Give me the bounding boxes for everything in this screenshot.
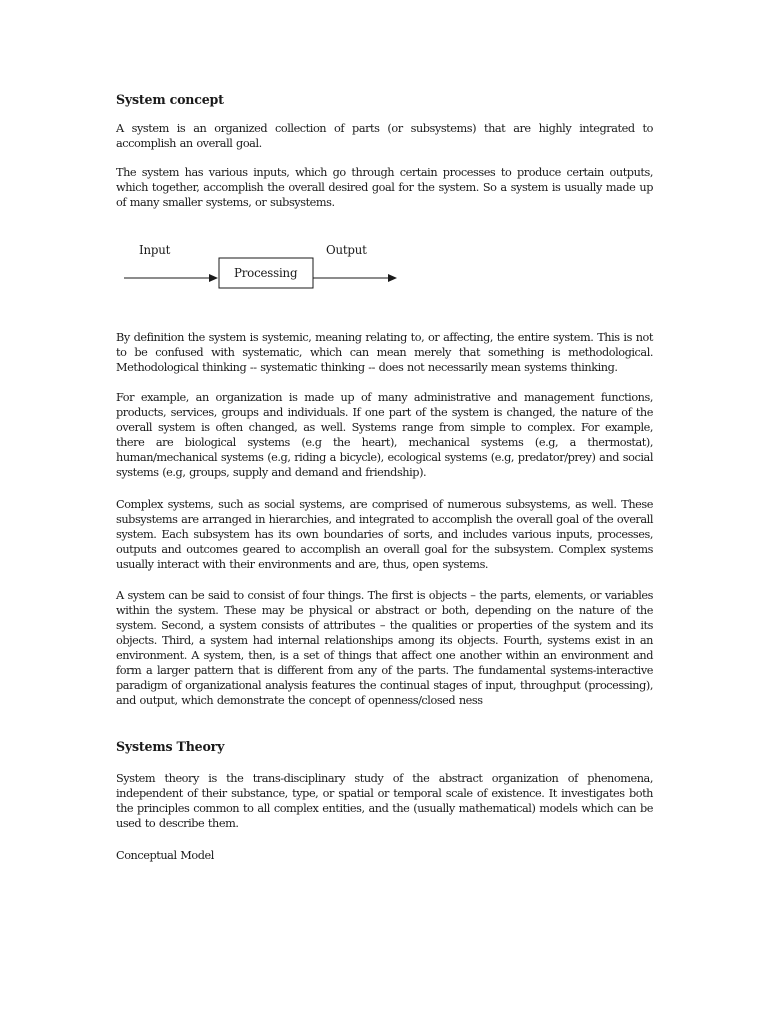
diagram-input-label: Input [139, 243, 171, 257]
paragraph-systemic-definition: By definition the system is systemic, meaning relating to, or affecting, the entire system. This is not to be confused with systematic, which can mean merely that something is methodological. Methodological thinking -- systematic thinking -- does not necessarily mean systems thinking. [116, 331, 653, 374]
paragraph-organization-example: For example, an organization is made up of many administrative and management functions, products, services, groups and individuals. If one part of the system is changed, the nature of the overall system is often changed, as well. Systems range from simple to complex. For example, there are biological systems (e.g the heart), mechanical systems (e.g, a thermostat), human/mechanical systems (e.g, riding a bicycle), ecological systems (e.g, predator/prey) and social systems (e.g, groups, supply and demand and friendship). [116, 391, 653, 479]
paragraph-system-definition: A system is an organized collection of parts (or subsystems) that are highly integrated to accomplish an overall goal. [116, 122, 653, 150]
paragraph-four-things: A system can be said to consist of four things. The first is objects – the parts, elements, or variables within the system. These may be physical or abstract or both, depending on the nature of the system. Second, a system consists of attributes – the qualities or properties of the system and its objects. Third, a system had internal relationships among its objects. Fourth, systems exist in an environment. A system, then, is a set of things that affect one another within an environment and form a larger pattern that is different from any of the parts. The fundamental systems-interactive paradigm of organizational analysis features the continual stages of input, throughput (processing), and output, which demonstrate the concept of openness/closed ness [116, 589, 653, 707]
section-heading-systems-theory: Systems Theory [116, 739, 225, 754]
section-heading-system-concept: System concept [116, 92, 224, 107]
paragraph-system-inputs: The system has various inputs, which go through certain processes to produce certain outputs, which together, accomplish the overall desired goal for the system. So a system is usually made up of many smaller systems, or subsystems. [116, 166, 653, 209]
paragraph-complex-systems: Complex systems, such as social systems, are comprised of numerous subsystems, as well. These subsystems are arranged in hierarchies, and integrated to accomplish the overall goal of the overall system. Each subsystem has its own boundaries of sorts, and includes various inputs, processes, outputs and outcomes geared to accomplish an overall goal for the subsystem. Complex systems usually interact with their environments and are, thus, open systems. [116, 498, 653, 571]
diagram-processing-label: Processing [234, 266, 298, 280]
paragraph-system-theory: System theory is the trans-disciplinary study of the abstract organization of phenomena, independent of their substance, type, or spatial or temporal scale of existence. It investigates both the principles common to all complex entities, and the (usually mathematical) models which can be used to describe them. [116, 772, 653, 830]
subheading-conceptual-model: Conceptual Model [116, 849, 214, 862]
diagram-output-label: Output [326, 243, 367, 257]
